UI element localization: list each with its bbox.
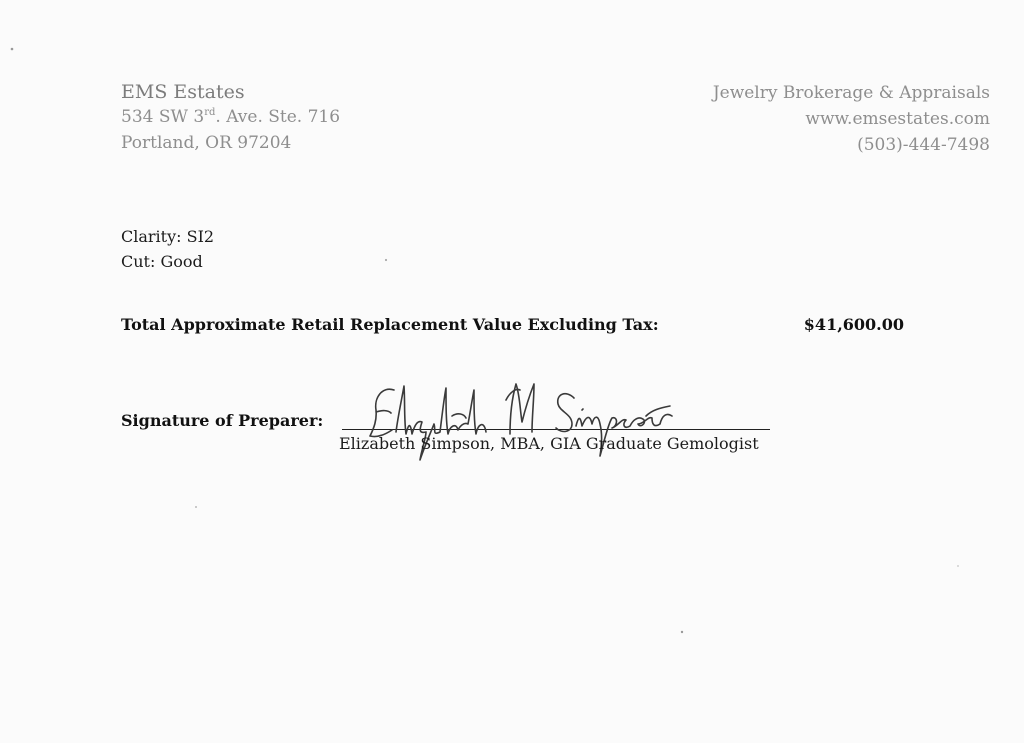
company-name: EMS Estates bbox=[121, 81, 245, 103]
clarity-line: Clarity: SI2 bbox=[121, 227, 215, 246]
company-phone: (503)-444-7498 bbox=[857, 135, 990, 155]
handwritten-signature bbox=[360, 376, 690, 468]
letterhead-contact-block bbox=[713, 80, 990, 158]
cut-line: Cut: Good bbox=[121, 252, 203, 271]
address-street-ordinal: rd bbox=[204, 107, 216, 118]
total-value-row bbox=[121, 315, 904, 339]
company-tagline: Jewelry Brokerage & Appraisals bbox=[712, 83, 990, 103]
gem-specs bbox=[121, 224, 214, 274]
address-street-prefix: 534 SW 3 bbox=[121, 107, 205, 127]
signature-label: Signature of Preparer: bbox=[121, 411, 324, 430]
total-value-amount: $41,600.00 bbox=[803, 315, 904, 334]
letterhead-company-block bbox=[121, 80, 340, 156]
company-address-street bbox=[121, 104, 340, 130]
total-value-label: Total Approximate Retail Replacement Value Excluding Tax: bbox=[121, 315, 659, 334]
address-street-suffix: . Ave. Ste. 716 bbox=[215, 107, 341, 127]
company-address-city: Portland, OR 97204 bbox=[121, 133, 292, 153]
preparer-name-caption: Elizabeth Simpson, MBA, GIA Graduate Gemologist bbox=[339, 434, 759, 453]
company-website: www.emsestates.com bbox=[805, 109, 990, 129]
